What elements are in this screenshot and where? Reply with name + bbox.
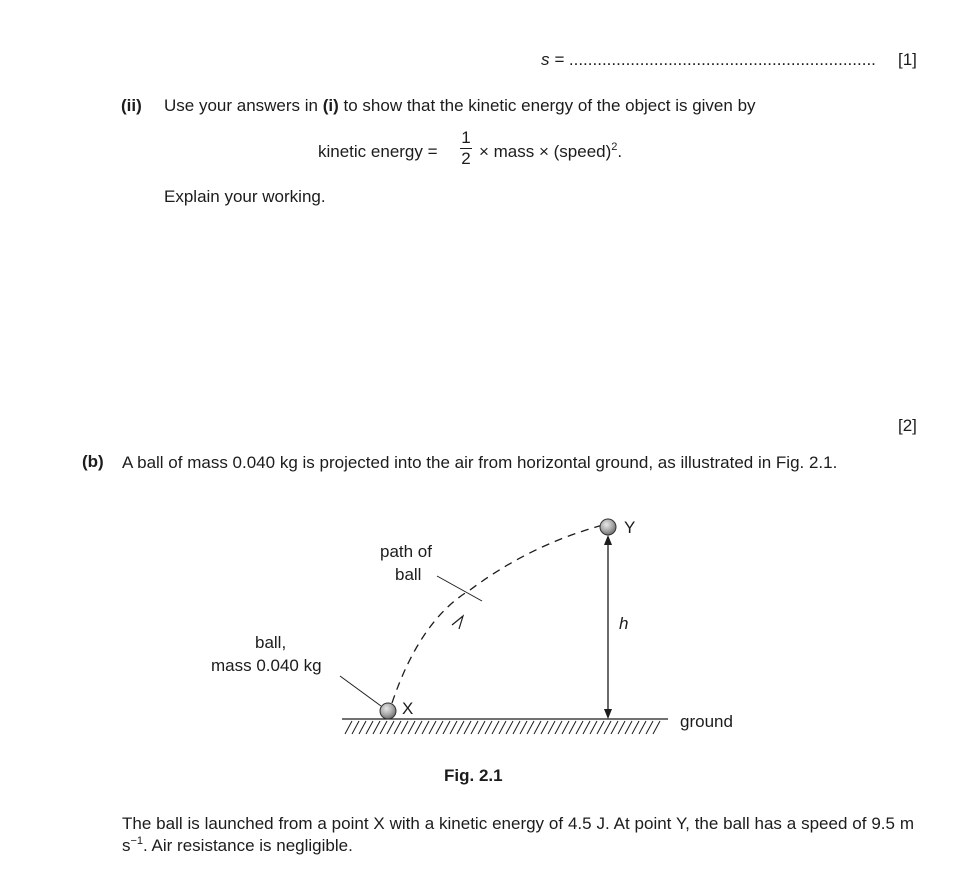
formula-exponent: 2 — [611, 141, 618, 153]
final-paragraph — [122, 813, 914, 857]
final-text-1: The ball is launched from a point X with a kinetic energy of 4.5 J. At point Y, the ball has a speed of 9.5 m s — [122, 814, 914, 855]
answer-dots: ................................................................. — [568, 50, 876, 69]
label-height-h: h — [619, 614, 629, 633]
marks-part-i: [1] — [898, 50, 917, 69]
part-ii-label: (ii) — [121, 96, 142, 115]
label-point-x: X — [402, 699, 414, 718]
ball-at-x — [380, 703, 396, 719]
label-ground: ground — [680, 712, 733, 731]
final-text-2: . Air resistance is negligible. — [143, 836, 353, 855]
part-b-label: (b) — [82, 452, 104, 471]
figure-caption: Fig. 2.1 — [444, 766, 503, 785]
part-ii-text-after: to show that the kinetic energy of the object is given by — [338, 96, 756, 115]
fraction-numerator: 1 — [461, 128, 471, 147]
part-ii-text-before: Use your answers in — [164, 96, 323, 115]
part-b-question: A ball of mass 0.040 kg is projected into the air from horizontal ground, as illustrated in Fig. 2.1. — [122, 453, 838, 472]
label-point-y: Y — [624, 518, 636, 537]
path-direction-arrow — [452, 616, 463, 629]
label-ball: ball, — [255, 633, 287, 652]
marks-part-ii: [2] — [898, 416, 917, 435]
part-ii-ref: (i) — [322, 96, 339, 115]
fraction-denominator: 2 — [461, 149, 471, 168]
explain-instruction: Explain your working. — [164, 187, 326, 206]
label-ball-mass: mass 0.040 kg — [211, 656, 322, 675]
formula-end: . — [617, 142, 623, 161]
formula-lhs: kinetic energy = — [318, 142, 438, 161]
height-arrow-bottom — [604, 709, 612, 719]
height-arrow-top — [604, 535, 612, 545]
formula-rhs-text: × mass × (speed) — [479, 142, 612, 161]
label-ball-path: ball — [395, 565, 422, 584]
answer-symbol: s = — [541, 50, 565, 69]
ball-label-leader — [340, 676, 381, 706]
final-exponent: −1 — [130, 835, 144, 847]
label-path-of: path of — [380, 542, 432, 561]
ground-hatching — [345, 721, 660, 734]
ball-at-y — [600, 519, 616, 535]
